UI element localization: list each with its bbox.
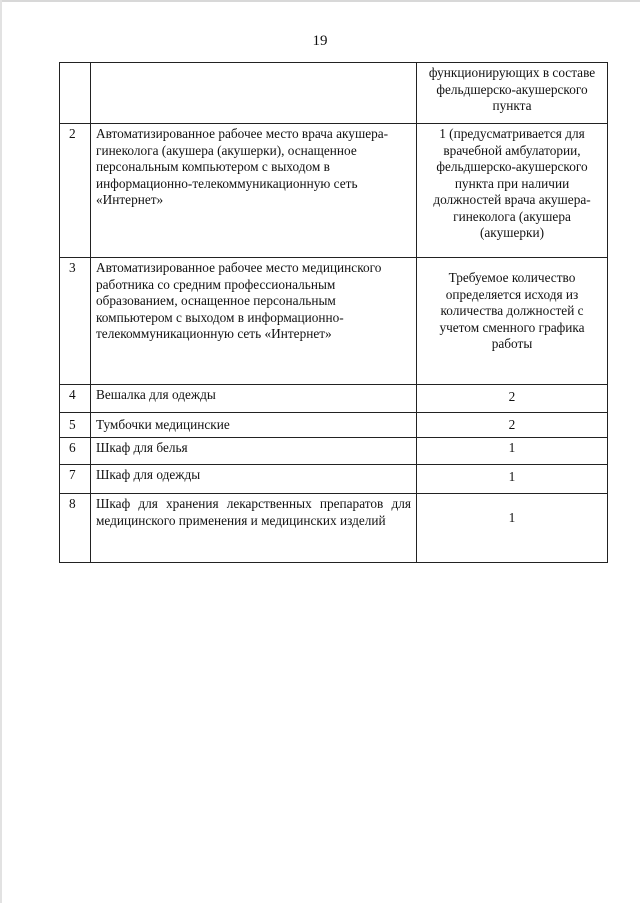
quantity-cell: Требуемое количество определяется исходя из количества должностей с учетом сменного графика работы <box>417 258 608 385</box>
row-number-cell: 8 <box>60 494 91 563</box>
table-row <box>60 258 608 385</box>
equipment-name-cell: Шкаф для одежды <box>91 465 417 494</box>
quantity-cell: 2 <box>417 385 608 413</box>
table-row <box>60 124 608 258</box>
scan-edge-top <box>0 0 640 2</box>
equipment-name-cell: Автоматизированное рабочее место медицинского работника со средним профессиональным образованием, оснащенное персональным компьютером с выходом в информационно-телекоммуникационную сеть «Интернет» <box>91 258 417 385</box>
quantity-cell: 1 (предусматривается для врачебной амбулатории, фельдшерско-акушерского пункта при наличии должностей врача акушера-гинеколога (акушера (акушерки) <box>417 124 608 258</box>
table-row <box>60 494 608 563</box>
quantity-cell: 2 <box>417 413 608 438</box>
equipment-name-cell: Шкаф для белья <box>91 438 417 465</box>
row-number-cell: 7 <box>60 465 91 494</box>
quantity-cell: функционирующих в составе фельдшерско-акушерского пункта <box>417 63 608 124</box>
quantity-cell: 1 <box>417 465 608 494</box>
row-number-cell: 5 <box>60 413 91 438</box>
row-number-cell: 4 <box>60 385 91 413</box>
equipment-name-cell: Автоматизированное рабочее место врача акушера-гинеколога (акушера (акушерки), оснащенное персональным компьютером с выходом в информационно-телекоммуникационную сеть «Интернет» <box>91 124 417 258</box>
quantity-cell: 1 <box>417 438 608 465</box>
row-number-cell: 2 <box>60 124 91 258</box>
quantity-cell: 1 <box>417 494 608 563</box>
table-row <box>60 413 608 438</box>
table-row <box>60 63 608 124</box>
table-row <box>60 438 608 465</box>
equipment-table <box>59 62 608 563</box>
equipment-name-cell: Вешалка для одежды <box>91 385 417 413</box>
row-number-cell: 3 <box>60 258 91 385</box>
table-row <box>60 465 608 494</box>
row-number-cell: 6 <box>60 438 91 465</box>
equipment-name-cell: Тумбочки медицинские <box>91 413 417 438</box>
equipment-name-cell: Шкаф для хранения лекарственных препаратов для медицинского применения и медицинских изделий <box>91 494 417 563</box>
table-row <box>60 385 608 413</box>
equipment-name-cell <box>91 63 417 124</box>
row-number-cell <box>60 63 91 124</box>
page-number: 19 <box>312 33 328 49</box>
scan-edge-left <box>0 0 2 903</box>
